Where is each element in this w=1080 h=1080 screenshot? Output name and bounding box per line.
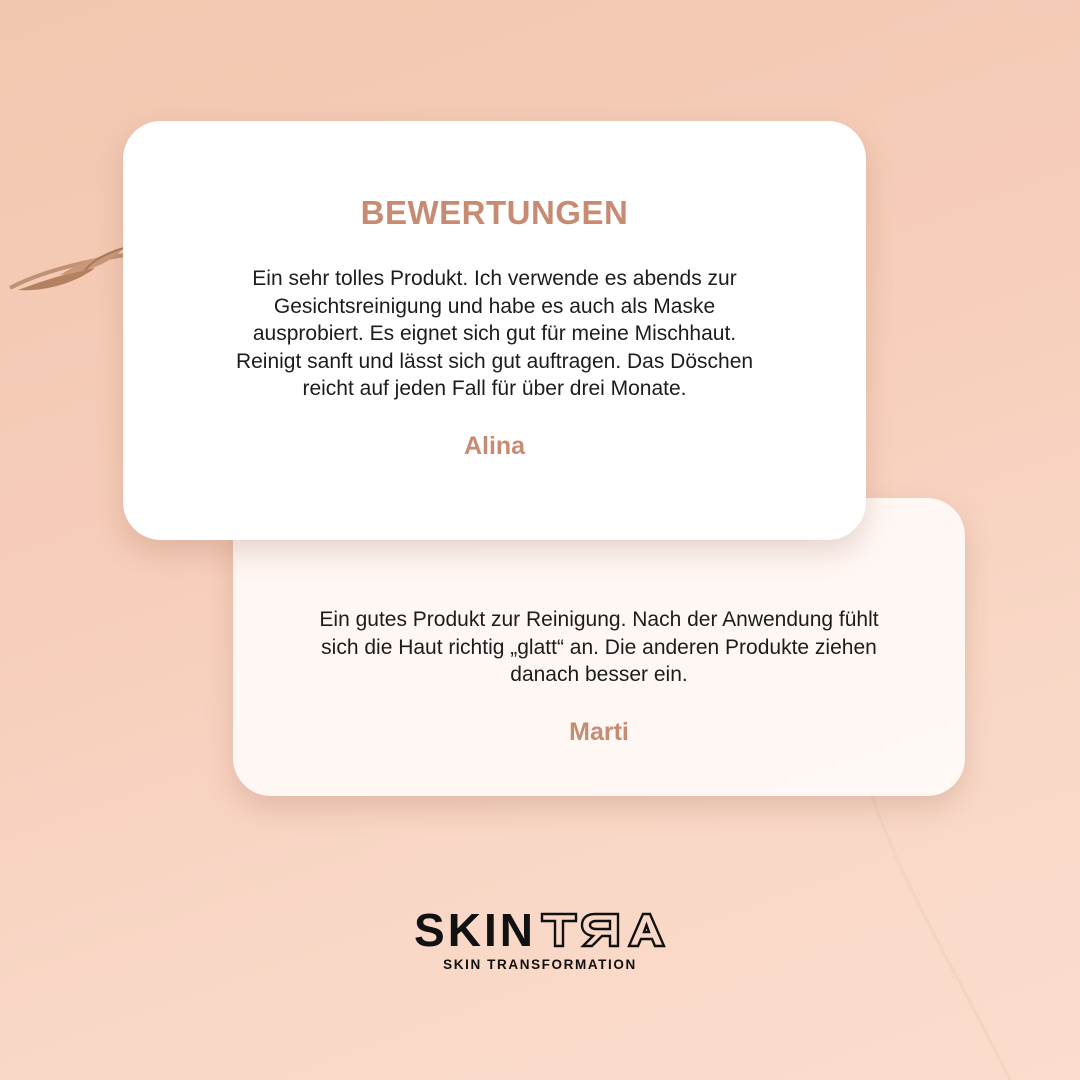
review-line: Ein sehr tolles Produkt. Ich verwende es abends zur bbox=[252, 267, 737, 290]
brand-logo bbox=[390, 905, 690, 972]
review-line: Gesichtsreinigung und habe es auch als Maske bbox=[273, 294, 716, 318]
logo-outline-letters-icon bbox=[540, 910, 666, 950]
section-heading: BEWERTUNGEN bbox=[360, 194, 629, 231]
logo-text-solid: SKIN bbox=[414, 904, 536, 956]
review-line: Ein gutes Produkt zur Reinigung. Nach der Anwendung fühlt bbox=[319, 608, 879, 631]
logo-tagline: SKIN TRANSFORMATION bbox=[443, 957, 637, 972]
review-text bbox=[163, 265, 826, 403]
review-line: reicht auf jeden Fall für über drei Monate. bbox=[302, 377, 687, 400]
review-card-marti bbox=[233, 498, 965, 796]
review-line: danach besser ein. bbox=[510, 663, 688, 686]
logo-wordmark bbox=[390, 905, 690, 955]
logo-text-outline bbox=[540, 910, 666, 950]
review-author: Alina bbox=[463, 431, 526, 460]
review-line: Reinigt sanft und lässt sich gut auftragen. Das Döschen bbox=[235, 349, 754, 373]
review-card-alina bbox=[123, 121, 866, 540]
review-line: ausprobiert. Es eignet sich gut für meine Mischhaut. bbox=[252, 322, 737, 345]
review-line: sich die Haut richtig „glatt“ an. Die anderen Produkte ziehen bbox=[321, 635, 877, 659]
review-author: Marti bbox=[569, 717, 629, 746]
review-text bbox=[263, 606, 935, 689]
